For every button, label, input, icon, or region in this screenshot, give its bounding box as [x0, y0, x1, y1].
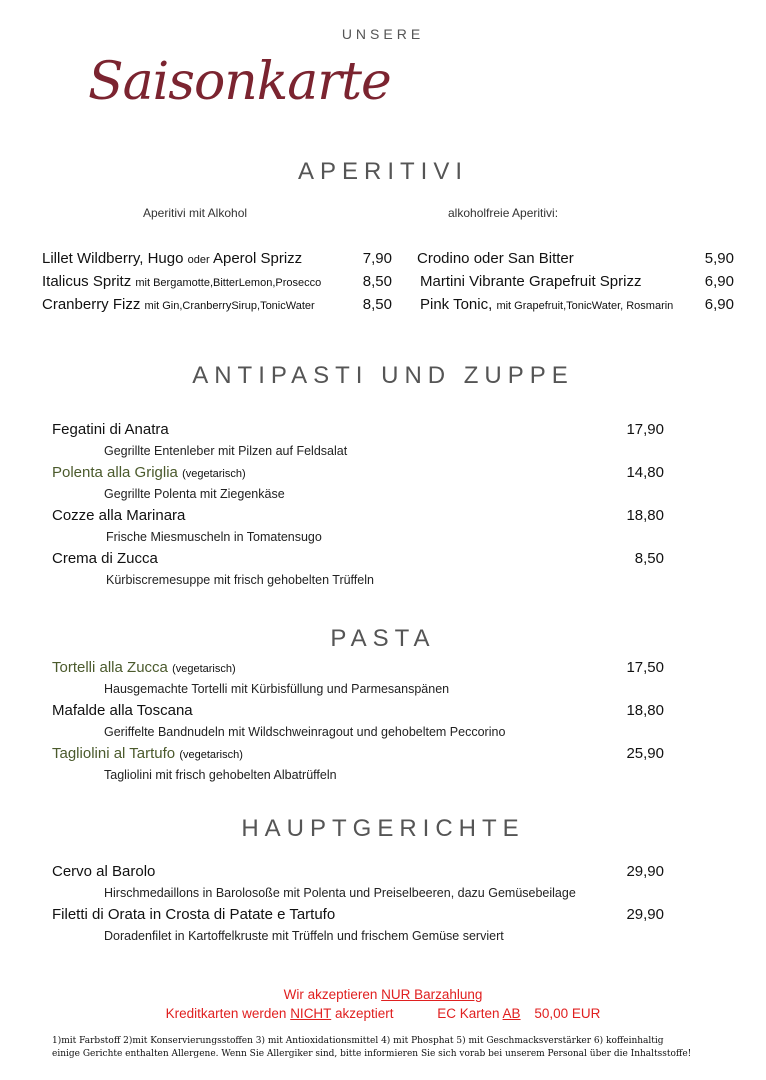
aperitivo-item: Lillet Wildberry, Hugo oder Aperol Sprizz: [42, 250, 303, 267]
header-small-text: UNSERE: [341, 26, 425, 42]
payment-notice-cards: Kreditkarten werden NICHT akzeptiert EC Karten AB 50,00 EUR: [165, 1006, 601, 1021]
menu-item-name: Cozze alla Marinara: [52, 507, 186, 524]
footnote-allergens: einige Gerichte enthalten Allergene. Wenn Sie Allergiker sind, bitte informieren Sie sich vorab bei unserem Personal über die Inhaltsstoffe!: [52, 1049, 692, 1059]
menu-item-price: 17,90: [626, 421, 664, 438]
menu-item-description: Gegrillte Polenta mit Ziegenkäse: [104, 487, 285, 501]
menu-item-name: Mafalde alla Toscana: [52, 702, 193, 719]
page-title: Saisonkarte: [88, 52, 391, 112]
menu-item-price: 18,80: [626, 702, 664, 719]
menu-item-description: Tagliolini mit frisch gehobelten Albatrüffeln: [104, 768, 337, 782]
menu-item-description: Kürbiscremesuppe mit frisch gehobelten Trüffeln: [106, 573, 374, 587]
aperitivo-price: 5,90: [704, 250, 734, 267]
menu-item-price: 25,90: [626, 745, 664, 762]
aperitivo-price: 6,90: [704, 273, 734, 290]
aperitivo-price: 7,90: [362, 250, 392, 267]
menu-item-description: Hausgemachte Tortelli mit Kürbisfüllung und Parmesanspänen: [104, 682, 450, 696]
aperitivo-item: Pink Tonic, mit Grapefruit,TonicWater, Rosmarin: [420, 296, 674, 313]
menu-item-name: Tortelli alla Zucca (vegetarisch): [52, 659, 236, 676]
menu-item-price: 8,50: [634, 550, 664, 567]
menu-item-price: 14,80: [626, 464, 664, 481]
menu-item-price: 18,80: [626, 507, 664, 524]
footnote-additives: 1)mit Farbstoff 2)mit Konservierungsstoffen 3) mit Antioxidationsmittel 4) mit Phosphat 5) mit Geschmacksverstärker 6) koffeinhaltig: [52, 1036, 664, 1046]
menu-item-price: 29,90: [626, 863, 664, 880]
menu-item-description: Gegrillte Entenleber mit Pilzen auf Feldsalat: [104, 444, 348, 458]
menu-item-price: 17,50: [626, 659, 664, 676]
section-title-aperitivi: APERITIVI: [297, 158, 469, 185]
payment-notice-cash: Wir akzeptieren NUR Barzahlung: [283, 987, 483, 1002]
menu-item-name: Cervo al Barolo: [52, 863, 156, 880]
menu-item-name: Polenta alla Griglia (vegetarisch): [52, 464, 246, 481]
aperitivo-item: Martini Vibrante Grapefruit Sprizz: [420, 273, 642, 290]
aperitivi-alcohol-heading: Aperitivi mit Alkohol: [143, 206, 248, 220]
aperitivo-item: Cranberry Fizz mit Gin,CranberrySirup,TonicWater: [42, 296, 315, 313]
aperitivo-item: Italicus Spritz mit Bergamotte,BitterLemon,Prosecco: [42, 273, 322, 290]
menu-item-name: Tagliolini al Tartufo (vegetarisch): [52, 745, 243, 762]
menu-item-description: Geriffelte Bandnudeln mit Wildschweinragout und gehobeltem Peccorino: [104, 725, 506, 739]
section-title-hauptgerichte: HAUPTGERICHTE: [241, 815, 525, 842]
aperitivo-price: 8,50: [362, 273, 392, 290]
aperitivo-price: 8,50: [362, 296, 392, 313]
menu-item-description: Frische Miesmuscheln in Tomatensugo: [106, 530, 322, 544]
aperitivo-item: Crodino oder San Bitter: [417, 250, 574, 267]
menu-item-description: Doradenfilet in Kartoffelkruste mit Trüffeln und frischem Gemüse serviert: [104, 929, 504, 943]
menu-item-name: Crema di Zucca: [52, 550, 158, 567]
menu-item-name: Filetti di Orata in Crosta di Patate e Tartufo: [52, 906, 336, 923]
menu-item-name: Fegatini di Anatra: [52, 421, 169, 438]
menu-item-price: 29,90: [626, 906, 664, 923]
menu-item-description: Hirschmedaillons in Barolosoße mit Polenta und Preiselbeeren, dazu Gemüsebeilage: [104, 886, 576, 900]
aperitivi-nonalcohol-heading: alkoholfreie Aperitivi:: [448, 206, 559, 220]
section-title-antipasti: ANTIPASTI UND ZUPPE: [192, 362, 574, 389]
section-title-pasta: PASTA: [330, 625, 436, 652]
aperitivo-price: 6,90: [704, 296, 734, 313]
